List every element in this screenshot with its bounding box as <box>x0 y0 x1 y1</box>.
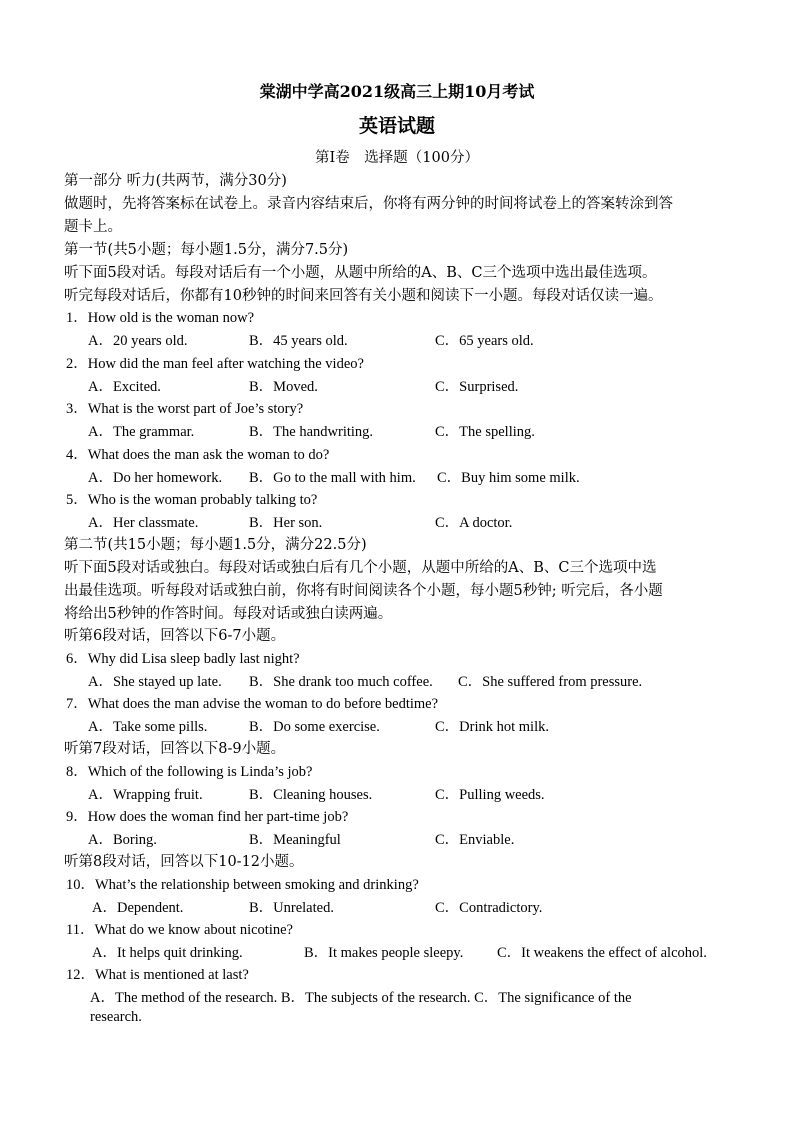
school-exam-title: 棠湖中学高2021级高三上期10月考试 <box>259 82 535 101</box>
option-c: C．Drink hot milk. <box>435 719 549 735</box>
option-c: C．It weakens the effect of alcohol. <box>497 945 707 961</box>
option-c: C．The spelling. <box>435 424 535 440</box>
option-b: B．Her son. <box>249 515 323 531</box>
option-a: A．Excited. <box>88 379 161 395</box>
question-stem: 10．What’s the relationship between smoking and drinking? <box>66 877 419 893</box>
option-a: A．Take some pills. <box>88 719 208 735</box>
option-b: B．It makes people sleepy. <box>304 945 464 961</box>
option-b: B．Moved. <box>249 379 318 395</box>
question-stem: 12．What is mentioned at last? <box>66 967 249 983</box>
section2-intro-line2: 出最佳选项。听每段对话或独白前，你将有时间阅读各个小题，每小题5秒钟; 听完后，各小题 <box>64 583 663 599</box>
question-stem: 2．How did the man feel after watching the video? <box>66 356 364 372</box>
dialog-8-note: 听第8段对话，回答以下10-12小题。 <box>64 854 304 870</box>
question-stem: 6．Why did Lisa sleep badly last night? <box>66 651 300 667</box>
question-stem: 3．What is the worst part of Joe’s story? <box>66 401 304 417</box>
option-c: C．Buy him some milk. <box>437 470 580 486</box>
option-a: A．Dependent. <box>92 900 184 916</box>
part1-intro-line1: 做题时，先将答案标在试卷上。录音内容结束后，你将有两分钟的时间将试卷上的答案转涂到答 <box>64 196 673 212</box>
options-line-continued: research. <box>90 1009 142 1025</box>
part1-intro-line2: 题卡上。 <box>64 219 122 235</box>
option-c: C．She suffered from pressure. <box>458 674 643 690</box>
question-stem: 4．What does the man ask the woman to do? <box>66 447 330 463</box>
part1-heading: 第一部分 听力(共两节，满分30分) <box>64 173 287 189</box>
option-a: A．20 years old. <box>88 333 188 349</box>
option-c: C．Pulling weeds. <box>435 787 545 803</box>
options-line: A．The method of the research. B．The subjects of the research. C．The significance of the <box>90 990 632 1006</box>
question-stem: 9．How does the woman find her part-time job? <box>66 809 349 825</box>
option-b: B．45 years old. <box>249 333 348 349</box>
question-stem: 11．What do we know about nicotine? <box>66 922 293 938</box>
option-b: B．Cleaning houses. <box>249 787 373 803</box>
section1-heading: 第一节(共5小题；每小题1.5分，满分7.5分) <box>64 242 349 258</box>
option-c: C．Surprised. <box>435 379 519 395</box>
option-b: B．She drank too much coffee. <box>249 674 433 690</box>
option-c: C．Contradictory. <box>435 900 543 916</box>
option-a: A．The grammar. <box>88 424 195 440</box>
section1-intro-line2: 听完每段对话后，你都有10秒钟的时间来回答有关小题和阅读下一小题。每段对话仅读一遍。 <box>64 288 663 304</box>
option-b: B．Do some exercise. <box>249 719 380 735</box>
question-stem: 8．Which of the following is Linda’s job? <box>66 764 313 780</box>
question-stem: 7．What does the man advise the woman to do before bedtime? <box>66 696 439 712</box>
option-a: A．Her classmate. <box>88 515 199 531</box>
option-b: B．The handwriting. <box>249 424 374 440</box>
option-a: A．She stayed up late. <box>88 674 222 690</box>
option-a: A．Wrapping fruit. <box>88 787 203 803</box>
option-a: A．Boring. <box>88 832 157 848</box>
option-a: A．Do her homework. <box>88 470 223 486</box>
question-stem: 5．Who is the woman probably talking to? <box>66 492 318 508</box>
section2-intro-line3: 将给出5秒钟的作答时间。每段对话或独白读两遍。 <box>64 606 393 622</box>
option-b: B．Unrelated. <box>249 900 334 916</box>
subject-title: 英语试题 <box>358 115 435 137</box>
dialog-6-note: 听第6段对话，回答以下6-7小题。 <box>64 628 286 644</box>
section2-intro-line1: 听下面5段对话或独白。每段对话或独白后有几个小题，从题中所给的A、B、C三个选项中选 <box>64 560 657 576</box>
section1-intro-line1: 听下面5段对话。每段对话后有一个小题，从题中所给的A、B、C三个选项中选出最佳选项。 <box>64 265 657 281</box>
option-a: A．It helps quit drinking. <box>92 945 243 961</box>
paper-section-title: 第Ⅰ卷 选择题（100分） <box>315 150 479 166</box>
option-b: B．Meaningful <box>249 832 341 848</box>
option-c: C．A doctor. <box>435 515 513 531</box>
section2-heading: 第二节(共15小题；每小题1.5分，满分22.5分) <box>64 537 367 553</box>
option-c: C．Enviable. <box>435 832 515 848</box>
option-c: C．65 years old. <box>435 333 534 349</box>
question-stem: 1．How old is the woman now? <box>66 310 255 326</box>
dialog-7-note: 听第7段对话，回答以下8-9小题。 <box>64 741 286 757</box>
option-b: B．Go to the mall with him. <box>249 470 416 486</box>
